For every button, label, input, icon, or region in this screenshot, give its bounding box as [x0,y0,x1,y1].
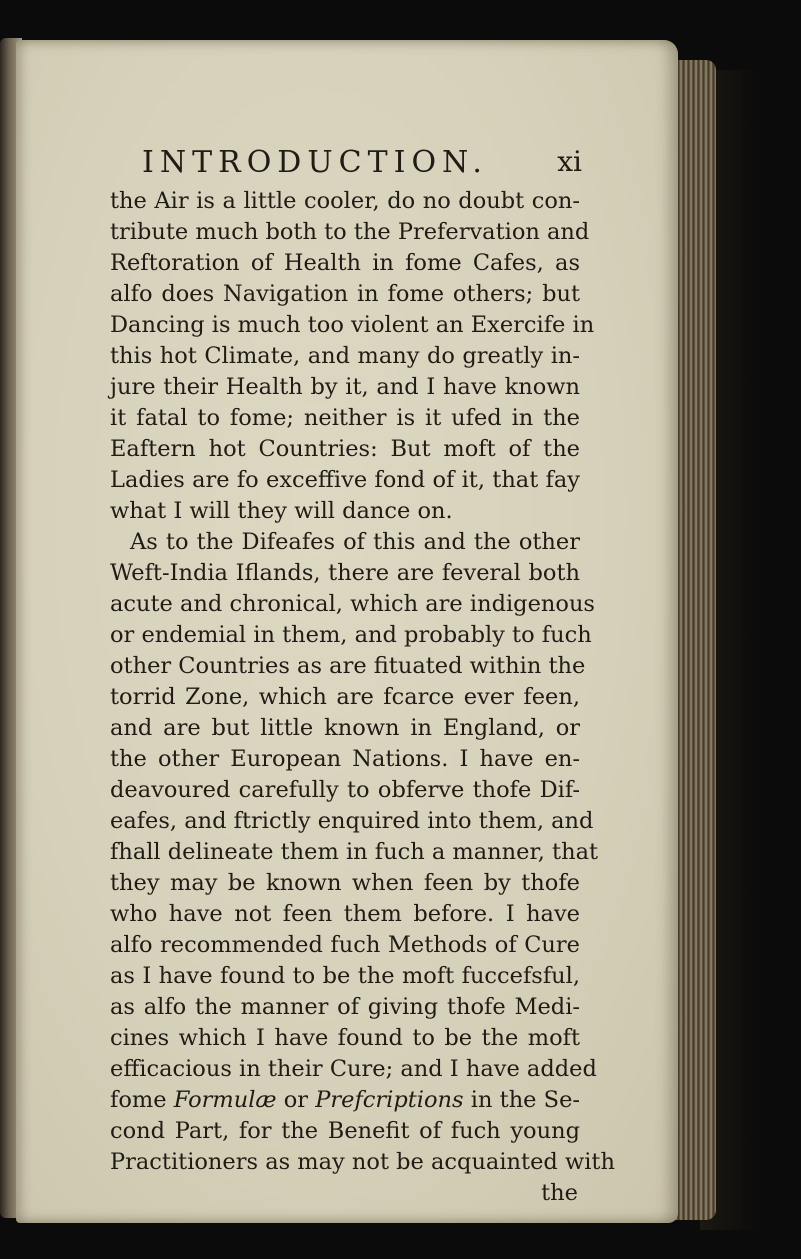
text-run: in the Se- [470,1087,581,1113]
text-line: who have not feen them before. I have [110,901,580,927]
text-line: they may be known when feen by thofe [110,870,580,896]
text-line: alfo recommended fuch Methods of Cure [110,932,580,958]
text-line: Reftoration of Health in fome Cafes, as [110,250,580,276]
text-line: and are but little known in England, or [110,715,580,741]
running-header [142,145,582,185]
text-line: Ladies are fo exceffive fond of it, that fay [110,467,580,493]
text-line: cines which I have found to be the moft [110,1025,580,1051]
text-line: cond Part, for the Benefit of fuch young [110,1118,580,1144]
text-line: the Air is a little cooler, do no doubt con- [110,188,580,214]
italic-term-formulae: Formulæ [173,1087,277,1113]
text-line: tribute much both to the Prefervation and [110,219,590,245]
text-line: as alfo the manner of giving thofe Medi- [110,994,580,1020]
text-line: acute and chronical, which are indigenous [110,591,595,617]
text-line: efficacious in their Cure; and I have added [110,1056,597,1082]
text-line: Weft-India Iflands, there are feveral both [110,560,580,586]
text-run: fome [110,1087,167,1113]
italic-term-prescriptions: Prefcriptions [315,1087,464,1113]
page-number: xi [557,145,582,178]
text-line-mixed [110,1085,580,1116]
text-line: deavoured carefully to obferve thofe Dif- [110,777,580,803]
text-line: Dancing is much too violent an Exercife in [110,312,595,338]
text-line: as I have found to be the moft fuccefsful, [110,963,580,989]
text-line: or endemial in them, and probably to fuch [110,622,592,648]
text-line: alfo does Navigation in fome others; but [110,281,580,307]
text-run: or [283,1087,309,1113]
text-line: it fatal to fome; neither is it ufed in the [110,405,580,431]
text-line: Eaftern hot Countries: But moft of the [110,436,580,462]
catchword: the [541,1180,578,1206]
body-text [110,186,615,1209]
running-title: INTRODUCTION. [142,145,488,180]
text-line: jure their Health by it, and I have known [110,374,580,400]
text-line: this hot Climate, and many do greatly in- [110,343,580,369]
text-line: what I will they will dance on. [110,498,453,524]
text-line: eafes, and ftrictly enquired into them, and [110,808,594,834]
text-line: Practitioners as may not be acquainted with [110,1149,615,1175]
text-line: As to the Difeafes of this and the other [130,529,580,555]
text-line: fhall delineate them in fuch a manner, that [110,839,599,865]
text-line: other Countries as are fituated within the [110,653,586,679]
text-line: the other European Nations. I have en- [110,746,580,772]
text-line: torrid Zone, which are fcarce ever feen, [110,684,580,710]
